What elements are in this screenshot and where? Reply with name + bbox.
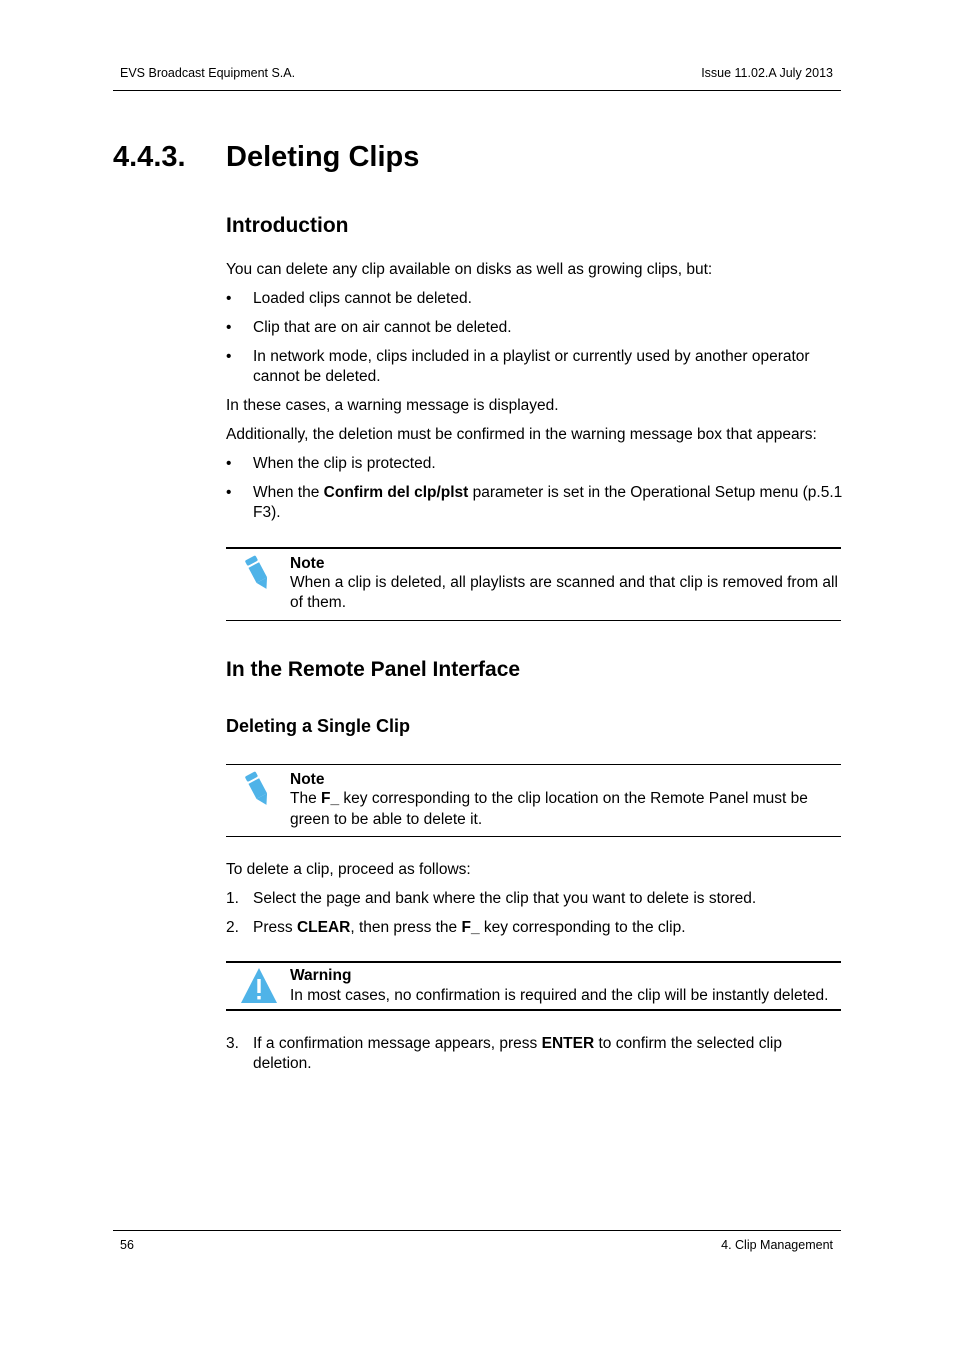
remote-panel-heading: In the Remote Panel Interface bbox=[226, 658, 521, 681]
warning-triangle-icon bbox=[239, 966, 279, 1004]
proceed-text: To delete a clip, proceed as follows: bbox=[226, 861, 471, 878]
note-bottom-rule bbox=[226, 620, 841, 621]
intro-text: You can delete any clip available on disks as well as growing clips, but: bbox=[226, 261, 713, 278]
bullet-marker: • bbox=[226, 348, 232, 365]
note-text-continuation: green to be able to delete it. bbox=[290, 811, 483, 828]
single-clip-subheading: Deleting a Single Clip bbox=[226, 716, 411, 736]
note-top-rule bbox=[226, 764, 841, 765]
bullet-marker: • bbox=[226, 319, 232, 336]
list-item: Loaded clips cannot be deleted. bbox=[253, 290, 472, 307]
note-top-rule bbox=[226, 547, 841, 549]
step-text: If a confirmation message appears, press ENTER to confirm the selected clip bbox=[253, 1035, 782, 1052]
note-text: When a clip is deleted, all playlists are scanned and that clip is removed from all bbox=[290, 574, 838, 591]
warning-title: Warning bbox=[290, 967, 352, 984]
step-number: 1. bbox=[226, 890, 239, 907]
list-item: When the clip is protected. bbox=[253, 455, 436, 472]
step-text: Press CLEAR, then press the F_ key corresponding to the clip. bbox=[253, 919, 686, 936]
additional-text: Additionally, the deletion must be confirmed in the warning message box that appears: bbox=[226, 426, 817, 443]
note-text-continuation: of them. bbox=[290, 594, 346, 611]
warning-sentence: In these cases, a warning message is displayed. bbox=[226, 397, 559, 414]
note-bottom-rule bbox=[226, 836, 841, 837]
note-text: The F_ key corresponding to the clip location on the Remote Panel must be bbox=[290, 790, 808, 807]
warning-top-rule bbox=[226, 961, 841, 963]
header-left: EVS Broadcast Equipment S.A. bbox=[120, 66, 296, 80]
header-rule bbox=[113, 90, 841, 91]
bullet-marker: • bbox=[226, 484, 232, 501]
list-item-continuation: F3). bbox=[253, 504, 281, 521]
introduction-heading: Introduction bbox=[226, 214, 349, 237]
section-number: 4.4.3. bbox=[113, 141, 186, 173]
step-text: Select the page and bank where the clip that you want to delete is stored. bbox=[253, 890, 757, 907]
footer-chapter: 4. Clip Management bbox=[721, 1238, 833, 1252]
list-item: Clip that are on air cannot be deleted. bbox=[253, 319, 512, 336]
warning-text: In most cases, no confirmation is required and the clip will be instantly deleted. bbox=[290, 987, 829, 1004]
page-title: Deleting Clips bbox=[226, 141, 420, 173]
list-item: When the Confirm del clp/plst parameter is set in the Operational Setup menu (p.5.1 bbox=[253, 484, 843, 501]
list-item-continuation: cannot be deleted. bbox=[253, 368, 381, 385]
warning-bottom-rule bbox=[226, 1009, 841, 1011]
footer-rule bbox=[113, 1230, 841, 1231]
bullet-marker: • bbox=[226, 455, 232, 472]
bullet-marker: • bbox=[226, 290, 232, 307]
note-title: Note bbox=[290, 771, 325, 788]
step-text-continuation: deletion. bbox=[253, 1055, 312, 1072]
list-item: In network mode, clips included in a playlist or currently used by another operator bbox=[253, 348, 810, 365]
header-right: Issue 11.02.A July 2013 bbox=[701, 66, 833, 80]
note-title: Note bbox=[290, 555, 325, 572]
page-number: 56 bbox=[120, 1238, 134, 1252]
step-number: 3. bbox=[226, 1035, 239, 1052]
parameter-name: Confirm del clp/plst bbox=[323, 484, 469, 501]
step-number: 2. bbox=[226, 919, 239, 936]
pencil-icon bbox=[242, 769, 274, 809]
pencil-icon bbox=[242, 553, 274, 593]
